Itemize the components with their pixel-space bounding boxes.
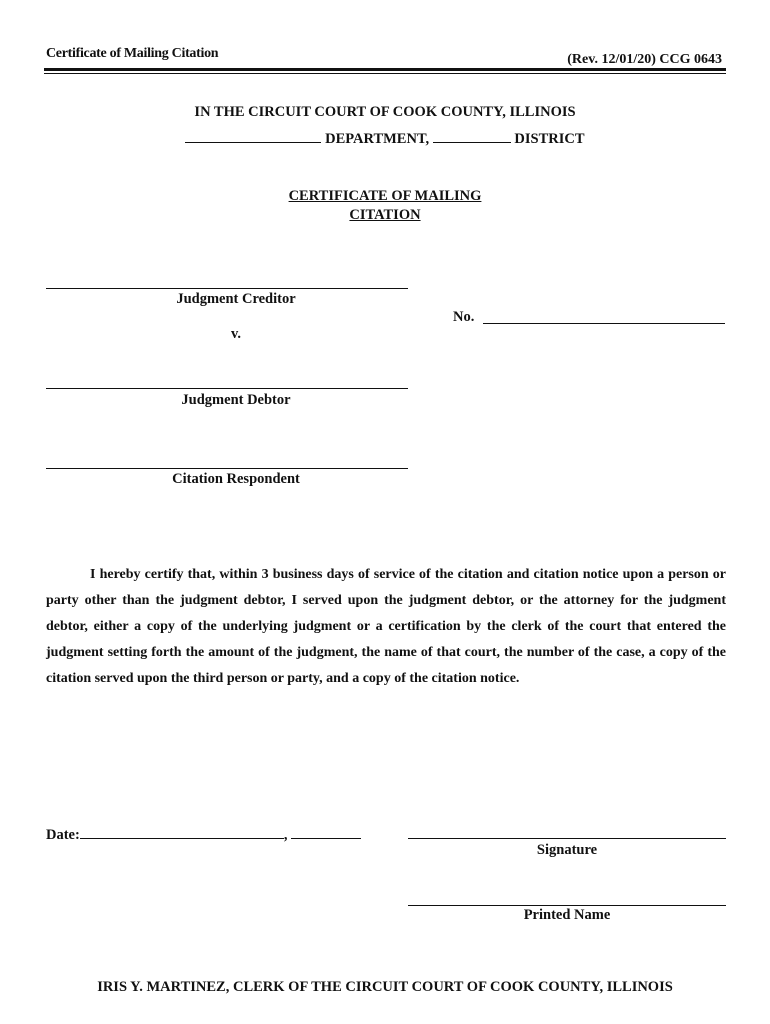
year-field[interactable] xyxy=(291,826,361,839)
form-revision: (Rev. 12/01/20) CCG 0643 xyxy=(567,52,722,67)
form-title: Certificate of Mailing Citation xyxy=(46,46,219,61)
printed-name-label: Printed Name xyxy=(523,907,611,923)
document-title-line2: CITATION xyxy=(349,207,421,223)
judgment-creditor-field[interactable] xyxy=(46,288,408,289)
case-number-field[interactable] xyxy=(483,323,725,324)
date-line xyxy=(46,826,361,844)
clerk-footer: IRIS Y. MARTINEZ, CLERK OF THE CIRCUIT COURT OF COOK COUNTY, ILLINOIS xyxy=(97,979,673,995)
judgment-debtor-field[interactable] xyxy=(46,388,408,389)
judgment-debtor-label: Judgment Debtor xyxy=(181,392,291,408)
printed-name-field[interactable] xyxy=(408,905,726,906)
date-separator: , xyxy=(283,827,288,843)
signature-label: Signature xyxy=(536,842,598,858)
date-field[interactable] xyxy=(80,826,284,839)
department-field[interactable] xyxy=(185,130,321,143)
judgment-creditor-label: Judgment Creditor xyxy=(176,291,296,307)
certification-text: I hereby certify that, within 3 business days of service of the citation and citation notice upon a person or party other than the judgment debtor, I served upon the judgment debtor, or the attorney for the judgment debtor, either a copy of the underlying judgment or a certification by the clerk of the court that entered the judgment setting forth the amount of the judgment, the name of that court, the number of the case, a copy of the citation served upon the third person or party, and a copy of the citation notice. xyxy=(46,567,726,686)
district-label: DISTRICT xyxy=(514,131,585,147)
header-rule-thick xyxy=(44,68,726,71)
case-number-label: No. xyxy=(453,309,475,325)
versus-label: v. xyxy=(230,326,242,342)
court-name: IN THE CIRCUIT COURT OF COOK COUNTY, ILLINOIS xyxy=(194,104,576,120)
district-field[interactable] xyxy=(433,130,511,143)
header-rule-thin xyxy=(44,73,726,74)
citation-respondent-field[interactable] xyxy=(46,468,408,469)
department-district-line xyxy=(0,130,770,148)
date-label: Date: xyxy=(46,827,80,843)
department-label: DEPARTMENT, xyxy=(325,131,430,147)
signature-field[interactable] xyxy=(408,838,726,839)
citation-respondent-label: Citation Respondent xyxy=(172,471,300,487)
document-title-line1: CERTIFICATE OF MAILING xyxy=(288,188,482,204)
